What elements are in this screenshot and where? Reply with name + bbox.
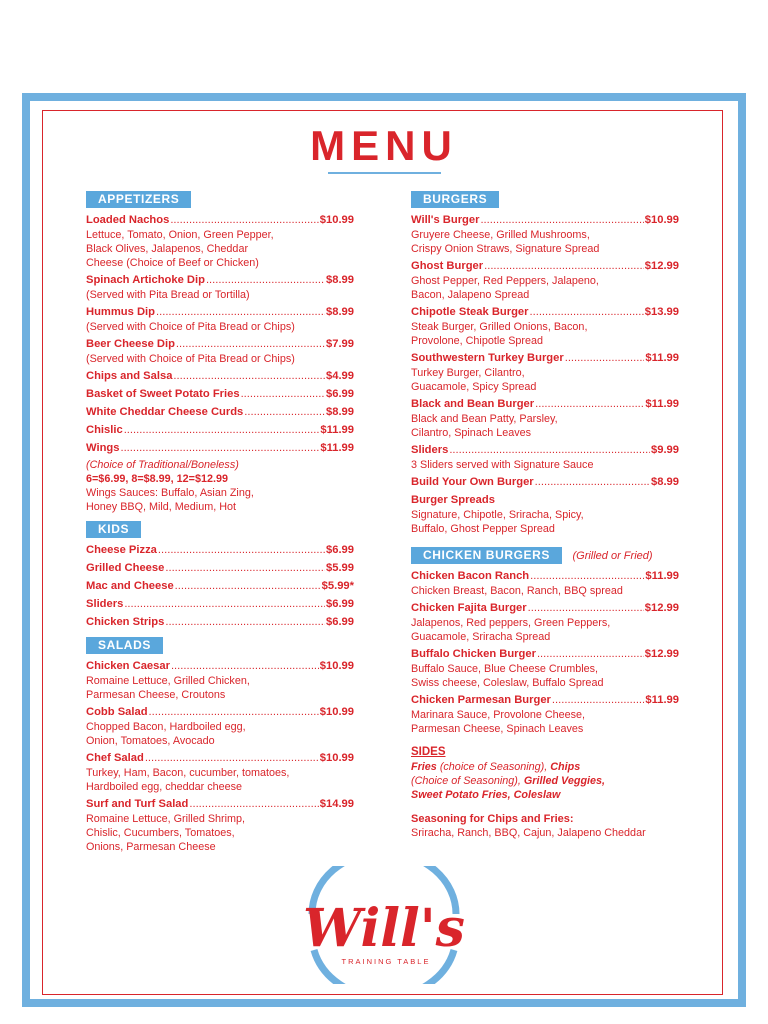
item-price: $12.99 <box>644 648 679 660</box>
section-chicken-burgers: CHICKEN BURGERS <box>411 547 562 564</box>
menu-item-row <box>411 600 679 616</box>
dot-leader <box>158 542 325 558</box>
item-description: Lettuce, Tomato, Onion, Green Pepper, <box>86 229 274 241</box>
dot-leader <box>189 796 318 812</box>
menu-item <box>411 692 679 736</box>
item-description: Hardboiled egg, cheddar cheese <box>86 781 243 793</box>
item-description: Marinara Sauce, Provolone Cheese, <box>411 709 586 721</box>
dot-leader <box>206 272 325 288</box>
item-description: 3 Sliders served with Signature Sauce <box>411 459 594 471</box>
item-price: $6.99 <box>326 544 354 556</box>
dot-leader <box>535 474 650 490</box>
menu-item <box>86 796 354 854</box>
item-description: Guacamole, Spicy Spread <box>411 381 537 393</box>
dot-leader <box>480 212 643 228</box>
item-name: Surf and Turf Salad <box>86 798 189 810</box>
dot-leader <box>244 404 325 420</box>
menu-item <box>86 596 354 612</box>
section-burgers: BURGERS <box>411 191 499 208</box>
section-salads: SALADS <box>86 637 163 654</box>
item-description: Cilantro, Spinach Leaves <box>411 427 532 439</box>
wings-note: (Choice of Traditional/Boneless) <box>86 459 239 471</box>
burger-spreads-line: Signature, Chipotle, Sriracha, Spicy, <box>411 509 584 521</box>
item-name: Buffalo Chicken Burger <box>411 648 536 660</box>
item-name: Cobb Salad <box>86 706 148 718</box>
item-price: $11.99 <box>645 570 679 582</box>
item-price: $10.99 <box>319 660 354 672</box>
item-description: Provolone, Chipotle Spread <box>411 335 544 347</box>
menu-item-row <box>411 474 679 490</box>
dot-leader <box>120 440 319 456</box>
item-description: Parmesan Cheese, Spinach Leaves <box>411 723 584 735</box>
item-price: $8.99 <box>326 274 354 286</box>
item-description: Chislic, Cucumbers, Tomatoes, <box>86 827 235 839</box>
item-price: $6.99 <box>326 388 354 400</box>
item-name: Chicken Fajita Burger <box>411 602 527 614</box>
item-name: Chicken Strips <box>86 616 165 628</box>
item-description: Black and Bean Patty, Parsley, <box>411 413 558 425</box>
menu-item-row <box>411 646 679 662</box>
item-name: Loaded Nachos <box>86 214 170 226</box>
item-description: Romaine Lettuce, Grilled Chicken, <box>86 675 250 687</box>
item-description: Crispy Onion Straws, Signature Spread <box>411 243 600 255</box>
item-description: Onion, Tomatoes, Avocado <box>86 735 215 747</box>
burger-spreads-title: Burger Spreads <box>411 494 495 506</box>
menu-item <box>86 336 354 366</box>
item-price: $14.99 <box>319 798 354 810</box>
menu-item-row <box>86 422 354 438</box>
menu-item <box>411 646 679 690</box>
section-kids: KIDS <box>86 521 141 538</box>
menu-item-row <box>86 750 354 766</box>
item-name: Cheese Pizza <box>86 544 157 556</box>
section-sides: SIDES <box>411 746 446 758</box>
item-name: Hummus Dip <box>86 306 155 318</box>
menu-item <box>86 704 354 748</box>
item-name: Chicken Bacon Ranch <box>411 570 530 582</box>
item-description: Buffalo Sauce, Blue Cheese Crumbles, <box>411 663 599 675</box>
item-name: Chicken Caesar <box>86 660 170 672</box>
chicken-burgers-list <box>411 568 679 736</box>
wills-logo <box>292 866 476 984</box>
menu-item <box>411 258 679 302</box>
logo-brand: Will's <box>303 898 465 959</box>
item-name: Spinach Artichoke Dip <box>86 274 205 286</box>
item-description: Swiss cheese, Coleslaw, Buffalo Spread <box>411 677 604 689</box>
item-price: $12.99 <box>644 602 679 614</box>
item-description: Romaine Lettuce, Grilled Shrimp, <box>86 813 246 825</box>
menu-item-row <box>86 560 354 576</box>
menu-item <box>86 560 354 576</box>
section-appetizers: APPETIZERS <box>86 191 191 208</box>
item-name: Chicken Parmesan Burger <box>411 694 551 706</box>
chicken-burgers-note: (Grilled or Fried) <box>572 550 653 562</box>
dot-leader <box>149 704 319 720</box>
dot-leader <box>484 258 644 274</box>
item-description: Onions, Parmesan Cheese <box>86 841 216 853</box>
menu-item-row <box>86 404 354 420</box>
item-name: Ghost Burger <box>411 260 484 272</box>
item-price: $11.99 <box>645 694 679 706</box>
sides-line-1: Fries (choice of Seasoning), Chips <box>411 761 581 773</box>
menu-item <box>86 440 354 456</box>
dot-leader <box>535 396 644 412</box>
item-name: Southwestern Turkey Burger <box>411 352 564 364</box>
item-description: Chicken Breast, Bacon, Ranch, BBQ spread <box>411 585 623 597</box>
item-description: Turkey Burger, Cilantro, <box>411 367 525 379</box>
item-description: Chopped Bacon, Hardboiled egg, <box>86 721 246 733</box>
dot-leader <box>552 692 644 708</box>
item-name: Grilled Cheese <box>86 562 165 574</box>
item-price: $11.99 <box>645 398 679 410</box>
item-price: $8.99 <box>651 476 679 488</box>
dot-leader <box>124 596 325 612</box>
menu-item-row <box>411 304 679 320</box>
menu-item-row <box>411 350 679 366</box>
menu-item <box>411 304 679 348</box>
burgers-list <box>411 212 679 490</box>
dot-leader <box>171 658 319 674</box>
menu-item <box>411 568 679 598</box>
seasoning-list: Sriracha, Ranch, BBQ, Cajun, Jalapeno Cheddar <box>411 827 646 839</box>
menu-item-row <box>411 442 679 458</box>
menu-item-row <box>86 578 354 594</box>
right-column <box>411 190 679 840</box>
dot-leader <box>124 422 320 438</box>
left-column <box>86 190 354 856</box>
item-description: Ghost Pepper, Red Peppers, Jalapeno, <box>411 275 599 287</box>
menu-item <box>86 750 354 794</box>
menu-item <box>86 272 354 302</box>
menu-item-row <box>86 614 354 630</box>
item-price: $10.99 <box>319 752 354 764</box>
dot-leader <box>537 646 644 662</box>
item-description: (Served with Choice of Pita Bread or Chips) <box>86 353 295 365</box>
item-name: Basket of Sweet Potato Fries <box>86 388 240 400</box>
item-name: Chislic <box>86 424 123 436</box>
dot-leader <box>530 568 644 584</box>
dot-leader <box>176 336 325 352</box>
menu-item <box>86 304 354 334</box>
item-name: Sliders <box>86 598 124 610</box>
dot-leader <box>565 350 645 366</box>
dot-leader <box>241 386 325 402</box>
salads-list <box>86 658 354 854</box>
dot-leader <box>165 560 325 576</box>
item-description: Cheese (Choice of Beef or Chicken) <box>86 257 259 269</box>
item-description: Parmesan Cheese, Croutons <box>86 689 226 701</box>
item-name: Sliders <box>411 444 449 456</box>
item-name: Beer Cheese Dip <box>86 338 175 350</box>
menu-item <box>86 578 354 594</box>
menu-item-row <box>86 368 354 384</box>
item-name: Chips and Salsa <box>86 370 173 382</box>
item-price: $11.99 <box>645 352 679 364</box>
menu-item <box>86 422 354 438</box>
item-price: $11.99 <box>320 442 354 454</box>
menu-item <box>86 658 354 702</box>
wings-sauces-line: Honey BBQ, Mild, Medium, Hot <box>86 501 237 513</box>
item-description: Turkey, Ham, Bacon, cucumber, tomatoes, <box>86 767 290 779</box>
item-description: Guacamole, Sriracha Spread <box>411 631 551 643</box>
menu-item <box>86 404 354 420</box>
menu-item-row <box>86 704 354 720</box>
item-price: $12.99 <box>644 260 679 272</box>
menu-item-row <box>411 692 679 708</box>
item-name: Black and Bean Burger <box>411 398 535 410</box>
item-description: Gruyere Cheese, Grilled Mushrooms, <box>411 229 590 241</box>
menu-item <box>86 542 354 558</box>
menu-item <box>411 396 679 440</box>
kids-list <box>86 542 354 630</box>
item-description: (Served with Pita Bread or Tortilla) <box>86 289 250 301</box>
menu-item <box>411 442 679 472</box>
item-price: $6.99 <box>326 616 354 628</box>
menu-item <box>86 212 354 270</box>
menu-item-row <box>86 440 354 456</box>
menu-item-row <box>86 304 354 320</box>
menu-item-row <box>411 396 679 412</box>
dot-leader <box>170 212 318 228</box>
item-price: $6.99 <box>326 598 354 610</box>
item-price: $4.99 <box>326 370 354 382</box>
item-description: (Served with Choice of Pita Bread or Chips) <box>86 321 295 333</box>
sides-line-2: (Choice of Seasoning), Grilled Veggies, <box>411 775 606 787</box>
item-price: $5.99 <box>326 562 354 574</box>
item-price: $9.99 <box>651 444 679 456</box>
menu-item-row <box>86 596 354 612</box>
dot-leader <box>173 368 325 384</box>
logo-tagline: TRAINING TABLE <box>341 957 431 966</box>
sides-line-3: Sweet Potato Fries, Coleslaw <box>411 789 561 801</box>
item-price: $8.99 <box>326 306 354 318</box>
item-name: Chef Salad <box>86 752 144 764</box>
burger-spreads-line: Buffalo, Ghost Pepper Spread <box>411 523 555 535</box>
menu-item <box>86 368 354 384</box>
appetizers-list <box>86 212 354 456</box>
menu-item-row <box>411 568 679 584</box>
dot-leader <box>175 578 321 594</box>
menu-item <box>411 600 679 644</box>
seasoning-title: Seasoning for Chips and Fries: <box>411 813 574 825</box>
menu-item <box>411 474 679 490</box>
item-price: $7.99 <box>326 338 354 350</box>
menu-item-row <box>86 542 354 558</box>
item-description: Black Olives, Jalapenos, Cheddar <box>86 243 249 255</box>
item-price: $11.99 <box>320 424 354 436</box>
wings-sauces-line: Wings Sauces: Buffalo, Asian Zing, <box>86 487 254 499</box>
item-description: Jalapenos, Red peppers, Green Peppers, <box>411 617 611 629</box>
dot-leader <box>530 304 644 320</box>
dot-leader <box>156 304 325 320</box>
title-underline <box>328 172 441 174</box>
item-name: Will's Burger <box>411 214 480 226</box>
item-price: $10.99 <box>644 214 679 226</box>
dot-leader <box>449 442 650 458</box>
menu-item-row <box>86 658 354 674</box>
menu-item-row <box>86 336 354 352</box>
dot-leader <box>145 750 319 766</box>
item-name: Build Your Own Burger <box>411 476 534 488</box>
item-description: Steak Burger, Grilled Onions, Bacon, <box>411 321 588 333</box>
item-price: $13.99 <box>644 306 679 318</box>
dot-leader <box>528 600 644 616</box>
menu-item-row <box>86 796 354 812</box>
menu-item-row <box>86 272 354 288</box>
menu-item <box>411 212 679 256</box>
item-name: White Cheddar Cheese Curds <box>86 406 244 418</box>
item-name: Mac and Cheese <box>86 580 174 592</box>
wings-prices: 6=$6.99, 8=$8.99, 12=$12.99 <box>86 473 228 485</box>
menu-item <box>86 386 354 402</box>
menu-item-row <box>411 258 679 274</box>
menu-item-row <box>86 386 354 402</box>
item-name: Wings <box>86 442 120 454</box>
menu-item <box>411 350 679 394</box>
menu-item-row <box>411 212 679 228</box>
item-price: $8.99 <box>326 406 354 418</box>
item-price: $10.99 <box>319 706 354 718</box>
menu-title: MENU <box>310 122 458 169</box>
dot-leader <box>165 614 325 630</box>
menu-item <box>86 614 354 630</box>
item-price: $10.99 <box>319 214 354 226</box>
item-description: Bacon, Jalapeno Spread <box>411 289 530 301</box>
item-name: Chipotle Steak Burger <box>411 306 529 318</box>
menu-item-row <box>86 212 354 228</box>
item-price: $5.99* <box>321 580 354 592</box>
